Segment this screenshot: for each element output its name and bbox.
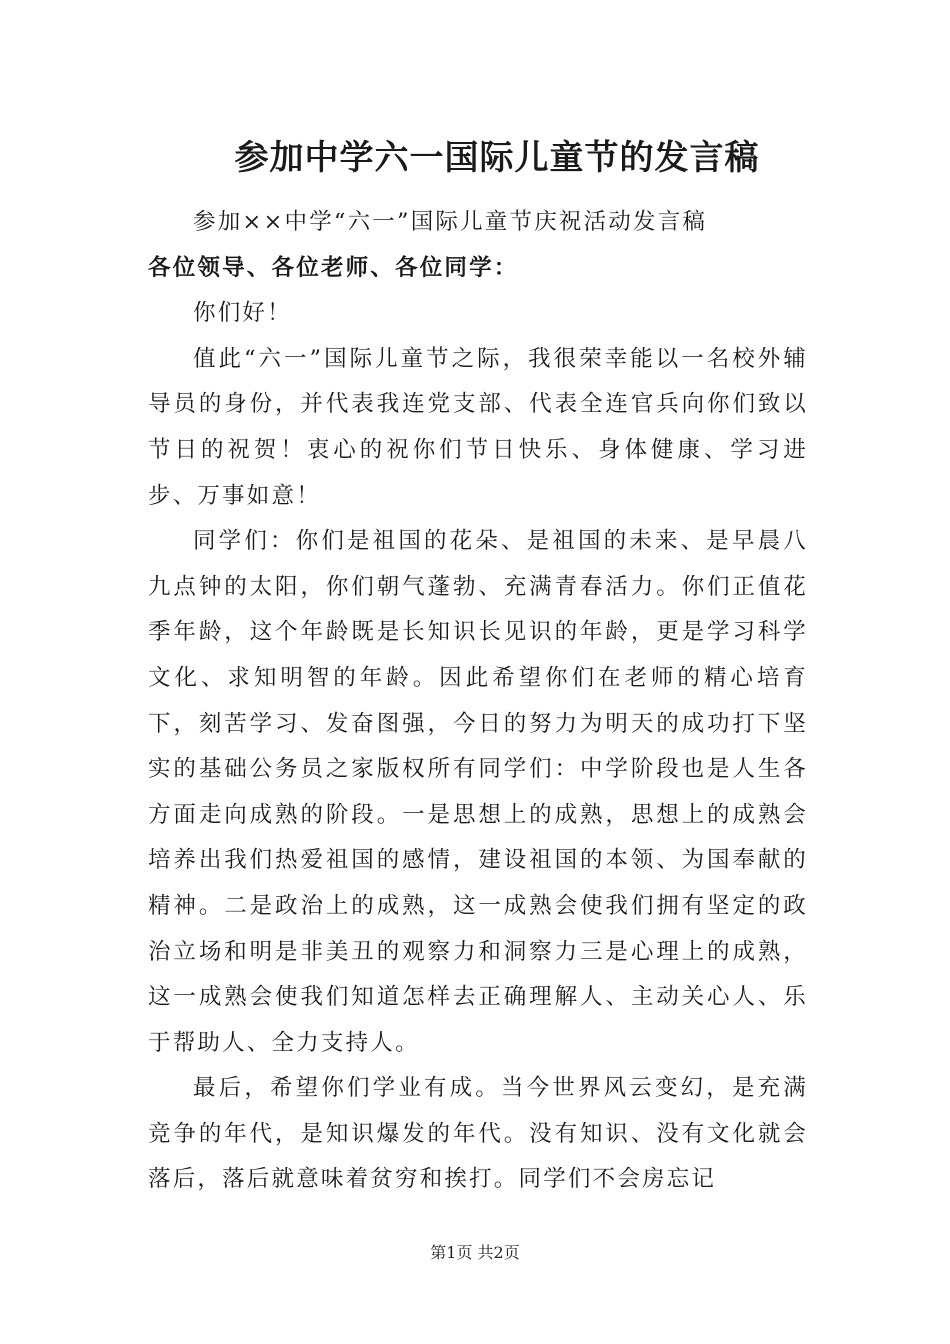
paragraph-congratulations: 值此“六一”国际儿童节之际，我很荣幸能以一名校外辅导员的身份，并代表我连党支部、代表全连官兵向你们致以节日的祝贺！衷心的祝你们节日快乐、身体健康、学习进步、万事如意！ (148, 345, 808, 509)
document-body (148, 200, 808, 1203)
document-title: 参加中学六一国际儿童节的发言稿 (234, 138, 760, 178)
document-subtitle: 参加××中学“六一”国际儿童节庆祝活动发言稿 (193, 209, 708, 235)
page-number-footer: 第1页 共2页 (430, 1243, 520, 1262)
salutation: 各位领导、各位老师、各位同学： (148, 254, 519, 281)
paragraph-closing: 最后，希望你们学业有成。当今世界风云变幻，是充满竞争的年代，是知识爆发的年代。没有知识、没有文化就会落后，落后就意味着贫穷和挨打。同学们不会房忘记 (148, 1075, 808, 1193)
greeting: 你们好！ (193, 300, 292, 327)
paragraph-students: 同学们：你们是祖国的花朵、是祖国的未来、是早晨八九点钟的太阳，你们朝气蓬勃、充满青春活力。你们正值花季年龄，这个年龄既是长知识长见识的年龄，更是学习科学文化、求知明智的年龄。因此希望你们在老师的精心培育下，刻苦学习、发奋图强，今日的努力为明天的成功打下坚实的基础公务员之家版权所有同学们：中学阶段也是人生各方面走向成熟的阶段。一是思想上的成熟，思想上的成熟会培养出我们热爱祖国的感情，建设祖国的本领、为国奉献的精神。二是政治上的成熟，这一成熟会使我们拥有坚定的政治立场和明是非美丑的观察力和洞察力三是心理上的成熟，这一成熟会使我们知道怎样去正确理解人、主动关心人、乐于帮助人、全力支持人。 (148, 528, 808, 1056)
